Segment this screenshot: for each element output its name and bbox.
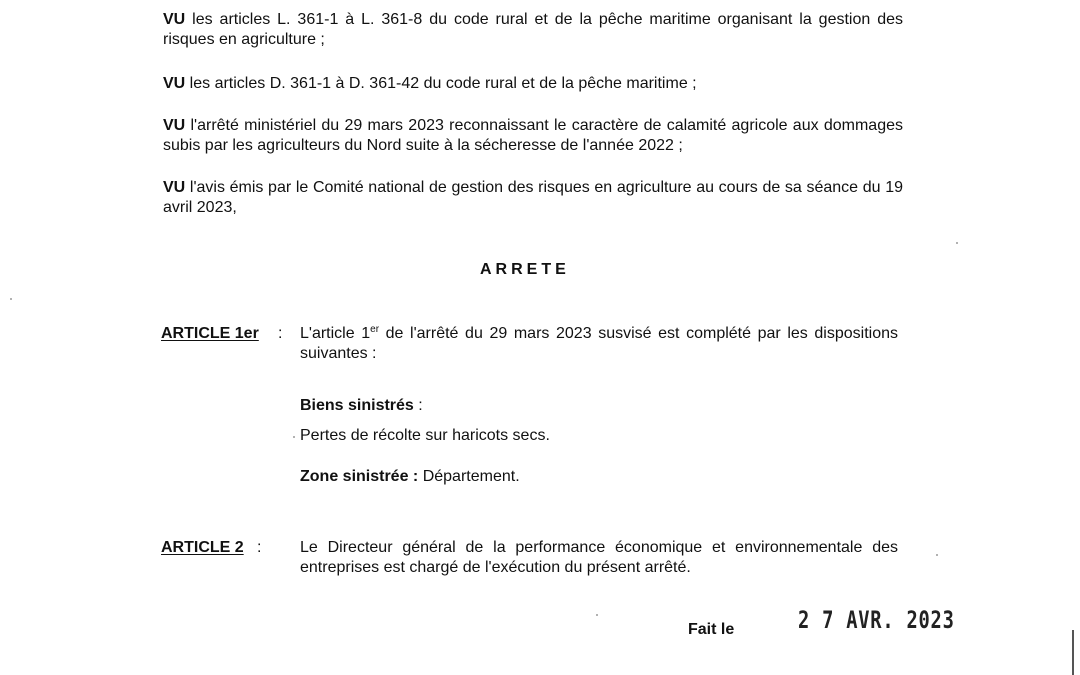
consideration-1: [163, 10, 903, 50]
scan-speck: [936, 554, 938, 556]
article-2-text: Le Directeur général de la performance économique et environnementale des entreprises est chargé de l'exécution du présent arrêté.: [300, 539, 898, 576]
consideration-3: [163, 116, 903, 156]
zone-sinistree-label: Zone sinistrée :: [300, 468, 419, 485]
scan-speck: [10, 298, 12, 300]
scan-speck: [956, 242, 958, 244]
zone-sinistree-value: Département.: [418, 468, 520, 485]
fait-le-label: Fait le: [688, 621, 735, 638]
article-1-text: [300, 324, 898, 364]
date-stamp: 2 7 AVR. 2023: [798, 606, 955, 634]
article-1-text-after: de l'arrêté du 29 mars 2023 susvisé est complété par les dispositions suivantes :: [300, 325, 898, 362]
consideration-text: l'arrêté ministériel du 29 mars 2023 reconnaissant le caractère de calamité agricole aux dommages subis par les agriculteurs du Nord suite à la sécheresse de l'année 2022 ;: [163, 117, 903, 154]
biens-sinistres-colon: :: [413, 397, 423, 414]
article-1-superscript: er: [370, 324, 380, 335]
article-2-label: ARTICLE 2: [161, 539, 244, 556]
decree-title: ARRETE: [480, 261, 570, 278]
scan-speck: [596, 614, 598, 616]
consideration-text: les articles L. 361-1 à L. 361-8 du code rural et de la pêche maritime organisant la gestion des risques en agriculture ;: [163, 11, 903, 48]
consideration-2: [163, 74, 903, 94]
biens-sinistres-label: Biens sinistrés: [300, 397, 414, 414]
biens-sinistres: [300, 396, 423, 416]
zone-sinistree: [300, 467, 520, 487]
page-edge-mark: [1072, 630, 1074, 675]
article-1-label: ARTICLE 1er: [161, 325, 259, 342]
vu-prefix: VU: [163, 117, 186, 134]
vu-prefix: VU: [163, 11, 186, 28]
consideration-4: [163, 178, 903, 218]
vu-prefix: VU: [163, 75, 186, 92]
consideration-text: les articles D. 361-1 à D. 361-42 du code rural et de la pêche maritime ;: [185, 75, 697, 92]
article-2-colon: :: [257, 539, 262, 556]
vu-prefix: VU: [163, 179, 186, 196]
article-1-colon: :: [278, 325, 283, 342]
consideration-text: l'avis émis par le Comité national de gestion des risques en agriculture au cours de sa séance du 19 avril 2023,: [163, 179, 903, 216]
article-1-text-before: L'article 1: [300, 325, 371, 342]
scan-speck: [293, 436, 295, 438]
biens-sinistres-value: Pertes de récolte sur haricots secs.: [300, 427, 550, 444]
